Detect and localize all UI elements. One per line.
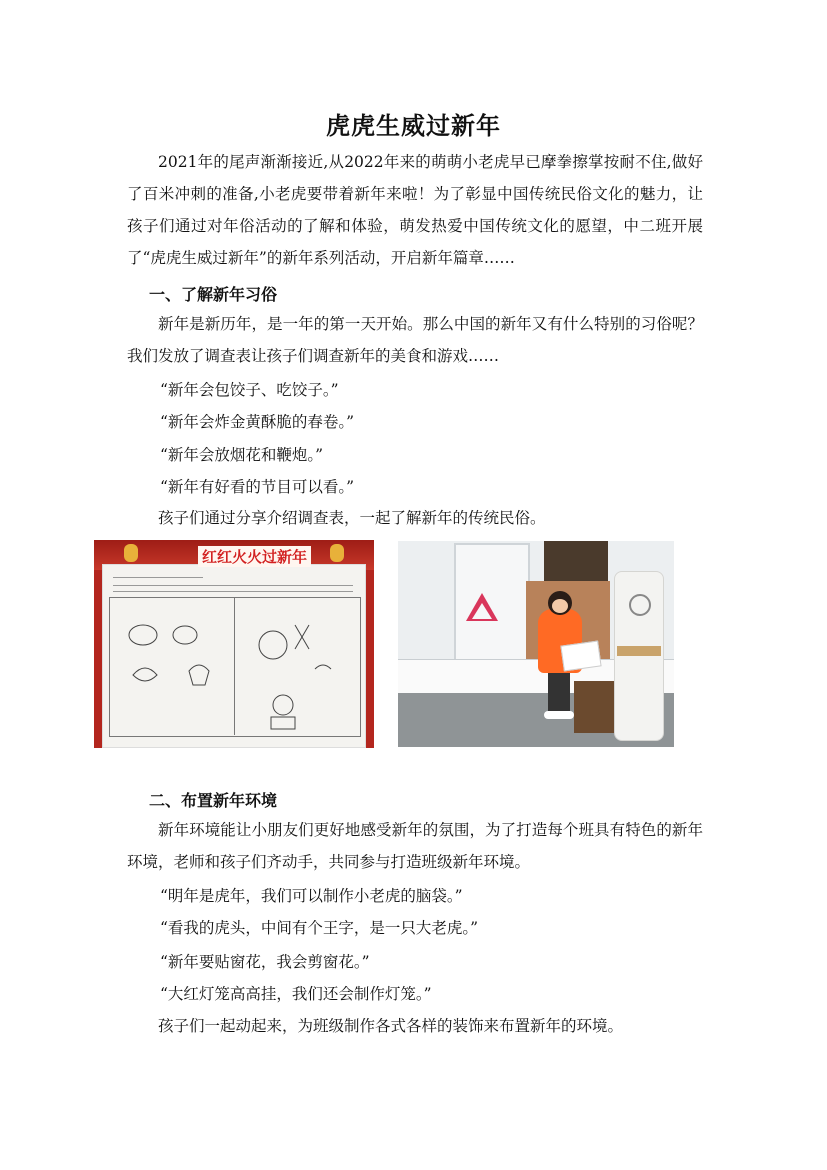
child-drawings: [103, 565, 365, 747]
section2-paragraph: 新年环境能让小朋友们更好地感受新年的氛围，为了打造每个班具有特色的新年环境，老师和孩子们齐动手，共同参与打造班级新年环境。: [127, 821, 703, 871]
photo-banner-title: 红红火火过新年: [198, 546, 311, 567]
air-purifier: [614, 571, 664, 741]
survey-sheet-photo: [94, 540, 374, 748]
section2-quote: “明年是虎年，我们可以制作小老虎的脑袋。”: [160, 887, 463, 905]
section1-quote: “新年会炸金黄酥脆的春卷。”: [160, 413, 355, 431]
section1-paragraph: 新年是新历年，是一年的第一天开始。那么中国的新年又有什么特别的习俗呢？我们发放了调查表让孩子们调查新年的美食和游戏……: [127, 315, 703, 365]
book-shelf: [574, 681, 614, 733]
section2-closing: 孩子们一起动起来，为班级制作各式各样的装饰来布置新年的环境。: [158, 1017, 624, 1035]
section1-quote: “新年会包饺子、吃饺子。”: [160, 381, 339, 399]
classroom-photo: [398, 541, 674, 747]
section1-closing: 孩子们通过分享介绍调查表，一起了解新年的传统民俗。: [158, 509, 546, 527]
section1-quote: “新年有好看的节目可以看。”: [160, 478, 355, 496]
section2-quote: “看我的虎头，中间有个王字，是一只大老虎。”: [160, 919, 479, 937]
lantern-icon: [124, 544, 138, 562]
section2-heading: 二、布置新年环境: [149, 791, 278, 810]
survey-sheet: [102, 564, 366, 748]
photo-board: [544, 541, 608, 581]
survey-paper: [560, 640, 601, 671]
document-title: 虎虎生威过新年: [326, 111, 501, 140]
section2-quote: “大红灯笼高高挂，我们还会制作灯笼。”: [160, 985, 432, 1003]
lantern-icon: [330, 544, 344, 562]
section2-quote: “新年要贴窗花，我会剪窗花。”: [160, 953, 370, 971]
intro-paragraph: 2021年的尾声渐渐接近,从2022年来的萌萌小老虎早已摩拳擦掌按耐不住,做好了百米冲刺的准备,小老虎要带着新年来啦！为了彰显中国传统民俗文化的魅力，让孩子们通过对年俗活动的了解和体验，萌发热爱中国传统文化的愿望，中二班开展了“虎虎生威过新年”的新年系列活动，开启新年篇章……: [127, 153, 703, 267]
section1-quote: “新年会放烟花和鞭炮。”: [160, 446, 324, 464]
section1-heading: 一、了解新年习俗: [149, 285, 278, 304]
